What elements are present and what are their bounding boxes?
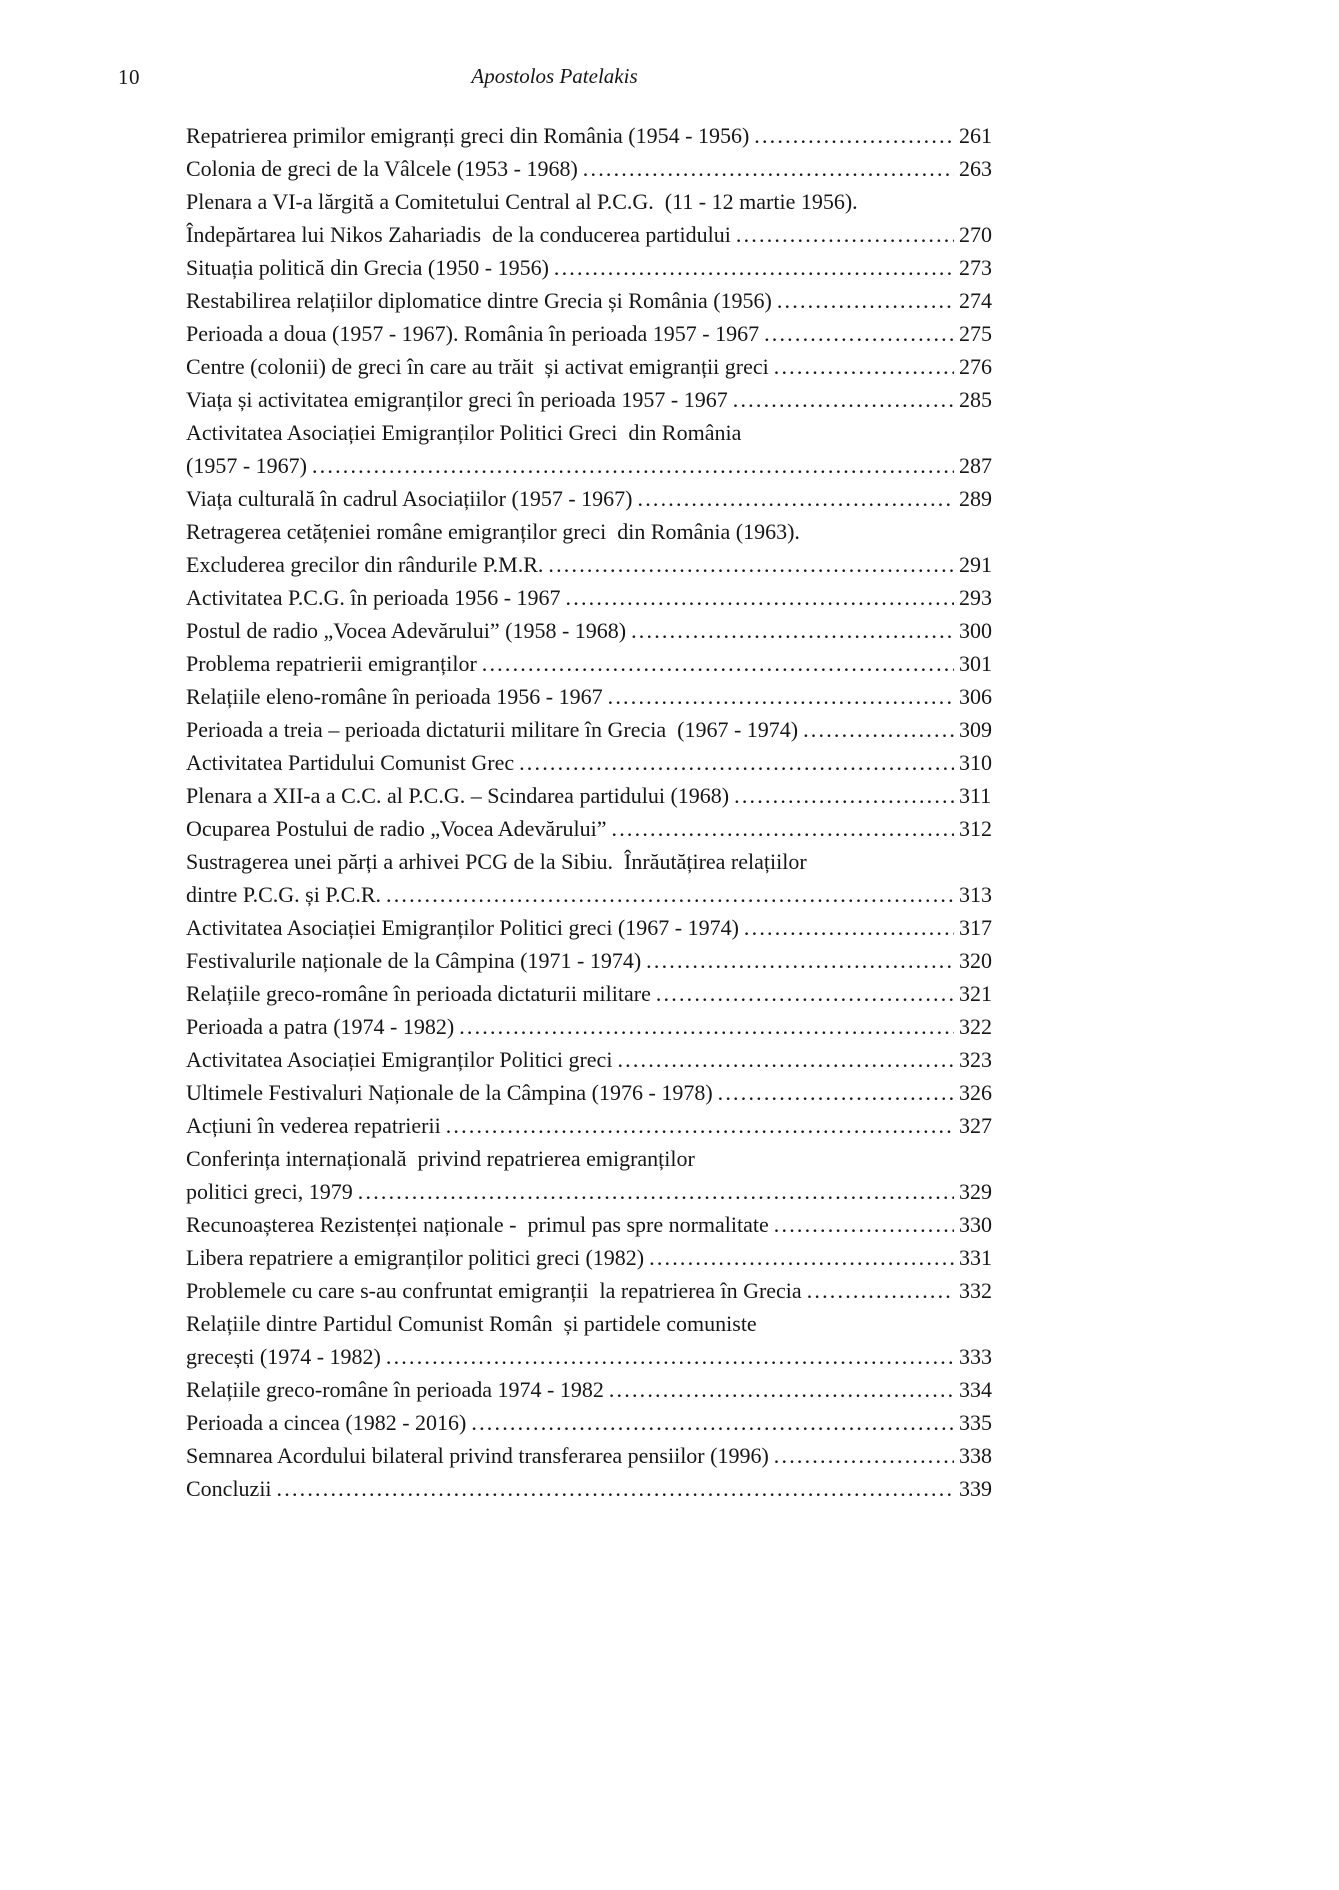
dot-leader [617, 1043, 954, 1076]
toc-entry-page: 321 [959, 981, 992, 1006]
toc-entry-title: Festivalurile naționale de la Câmpina (1971 - 1974) [186, 948, 642, 973]
toc-entry-line [186, 1109, 991, 1142]
dot-leader [583, 152, 954, 185]
dot-leader [608, 680, 954, 713]
toc-entry-title: Centre (colonii) de greci în care au trăit și activat emigranții greci [186, 354, 769, 379]
toc-entry-line [186, 1472, 991, 1505]
toc-entry-title: Viața culturală în cadrul Asociațiilor (1957 - 1967) [186, 486, 633, 511]
toc-entry-line [186, 119, 991, 152]
dot-leader [358, 1175, 954, 1208]
dot-leader [736, 218, 954, 251]
toc-entry-page: 263 [959, 156, 992, 181]
dot-leader [277, 1472, 954, 1505]
toc-entry-page: 333 [959, 1344, 992, 1369]
dot-leader [744, 911, 954, 944]
toc-entry-title: Relațiile greco-române în perioada dictaturii militare [186, 981, 651, 1006]
toc-entry-page: 338 [959, 1443, 992, 1468]
toc-entry-title: Problemele cu care s-au confruntat emigranții la repatrierea în Grecia [186, 1278, 802, 1303]
toc-entry-line [186, 383, 991, 416]
toc-entry-page: 275 [959, 321, 992, 346]
toc-entry-title: grecești (1974 - 1982) [186, 1344, 381, 1369]
toc-entry-line [186, 911, 991, 944]
dot-leader [312, 449, 954, 482]
toc-entry-page: 310 [959, 750, 992, 775]
toc-entry-page: 322 [959, 1014, 992, 1039]
toc-entry-line [186, 977, 991, 1010]
toc-entry-page: 331 [959, 1245, 992, 1270]
toc-entry-line [186, 1043, 991, 1076]
toc-entry-line [186, 1439, 991, 1472]
toc-entry-page: 276 [959, 354, 992, 379]
toc-entry-title: Plenara a XII-a a C.C. al P.C.G. – Scindarea partidului (1968) [186, 783, 730, 808]
toc-entry-title: Relațiile eleno-române în perioada 1956 - 1967 [186, 684, 603, 709]
dot-leader [609, 1373, 954, 1406]
toc-entry-line [186, 449, 991, 482]
table-of-contents [186, 119, 991, 1505]
toc-entry-page: 329 [959, 1179, 992, 1204]
toc-entry-title: Excluderea grecilor din rândurile P.M.R. [186, 552, 544, 577]
toc-entry-page: 332 [959, 1278, 992, 1303]
toc-entry-title: Viața și activitatea emigranților greci în perioada 1957 - 1967 [186, 387, 728, 412]
dot-leader [774, 1208, 954, 1241]
dot-leader [459, 1010, 954, 1043]
toc-entry-line [186, 1406, 991, 1439]
dot-leader [386, 878, 954, 911]
toc-entry-line [186, 812, 991, 845]
toc-entry-line [186, 1175, 991, 1208]
toc-entry-title: Postul de radio „Vocea Adevărului” (1958 - 1968) [186, 618, 627, 643]
toc-entry-line [186, 548, 991, 581]
dot-leader [519, 746, 954, 779]
toc-entry-title: Colonia de greci de la Vâlcele (1953 - 1968) [186, 156, 578, 181]
toc-entry-title: Perioada a patra (1974 - 1982) [186, 1014, 455, 1039]
toc-entry-line [186, 1076, 991, 1109]
toc-entry-line [186, 284, 991, 317]
toc-entry-line [186, 350, 991, 383]
toc-entry-line [186, 647, 991, 680]
toc-entry-title: Perioada a doua (1957 - 1967). România în perioada 1957 - 1967 [186, 321, 760, 346]
toc-entry-title: Recunoașterea Rezistenței naționale - primul pas spre normalitate [186, 1212, 769, 1237]
dot-leader [734, 779, 954, 812]
toc-entry-title: dintre P.C.G. și P.C.R. [186, 882, 381, 907]
toc-entry-page: 306 [959, 684, 992, 709]
toc-entry-title: Activitatea Asociației Emigranților Politici Greci din România [186, 420, 742, 445]
toc-entry-line [186, 1241, 991, 1274]
toc-entry-line [186, 251, 991, 284]
dot-leader [548, 548, 954, 581]
toc-entry-page: 312 [959, 816, 992, 841]
dot-leader [774, 350, 954, 383]
toc-entry-line [186, 515, 991, 548]
dot-leader [638, 482, 955, 515]
toc-entry-line [186, 845, 991, 878]
toc-entry-page: 320 [959, 948, 992, 973]
toc-entry-title: Relațiile greco-române în perioada 1974 - 1982 [186, 1377, 604, 1402]
toc-entry-line [186, 218, 991, 251]
toc-entry-page: 273 [959, 255, 992, 280]
toc-entry-line [186, 1142, 991, 1175]
dot-leader [386, 1340, 954, 1373]
dot-leader [774, 1439, 954, 1472]
toc-entry-title: Relațiile dintre Partidul Comunist Român și partidele comuniste [186, 1311, 757, 1336]
toc-entry-page: 317 [959, 915, 992, 940]
toc-entry-page: 291 [959, 552, 992, 577]
toc-entry-page: 335 [959, 1410, 992, 1435]
dot-leader [446, 1109, 954, 1142]
toc-entry-line [186, 944, 991, 977]
dot-leader [754, 119, 954, 152]
toc-entry-line [186, 1208, 991, 1241]
dot-leader [733, 383, 954, 416]
dot-leader [764, 317, 954, 350]
toc-entry-title: Libera repatriere a emigranților politici greci (1982) [186, 1245, 645, 1270]
toc-entry-line [186, 1373, 991, 1406]
toc-entry-line [186, 152, 991, 185]
toc-entry-line [186, 746, 991, 779]
toc-entry-page: 261 [959, 123, 992, 148]
toc-entry-title: Acțiuni în vederea repatrierii [186, 1113, 441, 1138]
dot-leader [803, 713, 954, 746]
page-number: 10 [118, 65, 140, 89]
toc-entry-title: Activitatea Asociației Emigranților Politici greci [186, 1047, 613, 1072]
toc-entry-page: 323 [959, 1047, 992, 1072]
toc-entry-page: 287 [959, 453, 992, 478]
toc-entry-title: Repatrierea primilor emigranți greci din România (1954 - 1956) [186, 123, 750, 148]
toc-entry-page: 326 [959, 1080, 992, 1105]
toc-entry-title: (1957 - 1967) [186, 453, 307, 478]
toc-entry-title: Sustragerea unei părți a arhivei PCG de la Sibiu. Înrăutățirea relațiilor [186, 849, 807, 874]
toc-entry-title: Plenara a VI-a lărgită a Comitetului Central al P.C.G. (11 - 12 martie 1956). [186, 189, 858, 214]
toc-entry-title: Retragerea cetățeniei române emigranților greci din România (1963). [186, 519, 800, 544]
toc-entry-page: 301 [959, 651, 992, 676]
toc-entry-title: Concluzii [186, 1476, 272, 1501]
dot-leader [482, 647, 954, 680]
toc-entry-line [186, 878, 991, 911]
running-header: Apostolos Patelakis [471, 64, 638, 88]
toc-entry-line [186, 680, 991, 713]
toc-entry-page: 334 [959, 1377, 992, 1402]
toc-entry-line [186, 713, 991, 746]
document-page [118, 62, 991, 1505]
dot-leader [777, 284, 954, 317]
toc-entry-page: 300 [959, 618, 992, 643]
dot-leader [631, 614, 954, 647]
toc-entry-line [186, 1274, 991, 1307]
toc-entry-page: 289 [959, 486, 992, 511]
toc-entry-page: 293 [959, 585, 992, 610]
toc-entry-page: 327 [959, 1113, 992, 1138]
dot-leader [471, 1406, 954, 1439]
toc-entry-line [186, 1010, 991, 1043]
toc-entry-page: 330 [959, 1212, 992, 1237]
toc-entry-page: 309 [959, 717, 992, 742]
toc-entry-title: Problema repatrierii emigranților [186, 651, 477, 676]
toc-entry-title: Perioada a cincea (1982 - 2016) [186, 1410, 467, 1435]
toc-entry-title: Activitatea P.C.G. în perioada 1956 - 1967 [186, 585, 561, 610]
toc-entry-title: Conferința internațională privind repatrierea emigranților [186, 1146, 695, 1171]
dot-leader [656, 977, 954, 1010]
toc-entry-line [186, 416, 991, 449]
dot-leader [566, 581, 954, 614]
toc-entry-title: politici greci, 1979 [186, 1179, 353, 1204]
toc-entry-line [186, 482, 991, 515]
dot-leader [554, 251, 954, 284]
toc-entry-page: 313 [959, 882, 992, 907]
toc-entry-title: Semnarea Acordului bilateral privind transferarea pensiilor (1996) [186, 1443, 769, 1468]
toc-entry-page: 285 [959, 387, 992, 412]
dot-leader [718, 1076, 954, 1109]
toc-entry-title: Perioada a treia – perioada dictaturii militare în Grecia (1967 - 1974) [186, 717, 799, 742]
toc-entry-line [186, 1307, 991, 1340]
dot-leader [646, 944, 954, 977]
toc-entry-line [186, 581, 991, 614]
toc-entry-title: Situația politică din Grecia (1950 - 1956) [186, 255, 549, 280]
toc-entry-page: 311 [959, 783, 992, 808]
toc-entry-title: Restabilirea relațiilor diplomatice dintre Grecia și România (1956) [186, 288, 772, 313]
toc-entry-line [186, 779, 991, 812]
toc-entry-title: Ultimele Festivaluri Naționale de la Câmpina (1976 - 1978) [186, 1080, 713, 1105]
toc-entry-line [186, 185, 991, 218]
toc-entry-line [186, 1340, 991, 1373]
dot-leader [612, 812, 954, 845]
toc-entry-title: Activitatea Asociației Emigranților Politici greci (1967 - 1974) [186, 915, 739, 940]
toc-entry-page: 274 [959, 288, 992, 313]
dot-leader [807, 1274, 954, 1307]
toc-entry-title: Îndepărtarea lui Nikos Zahariadis de la conducerea partidului [186, 222, 731, 247]
toc-entry-line [186, 614, 991, 647]
dot-leader [649, 1241, 954, 1274]
toc-entry-page: 339 [959, 1476, 992, 1501]
toc-entry-line [186, 317, 991, 350]
toc-entry-title: Activitatea Partidului Comunist Grec [186, 750, 515, 775]
toc-entry-page: 270 [959, 222, 992, 247]
page-header [118, 62, 991, 90]
toc-entry-title: Ocuparea Postului de radio „Vocea Adevărului” [186, 816, 607, 841]
